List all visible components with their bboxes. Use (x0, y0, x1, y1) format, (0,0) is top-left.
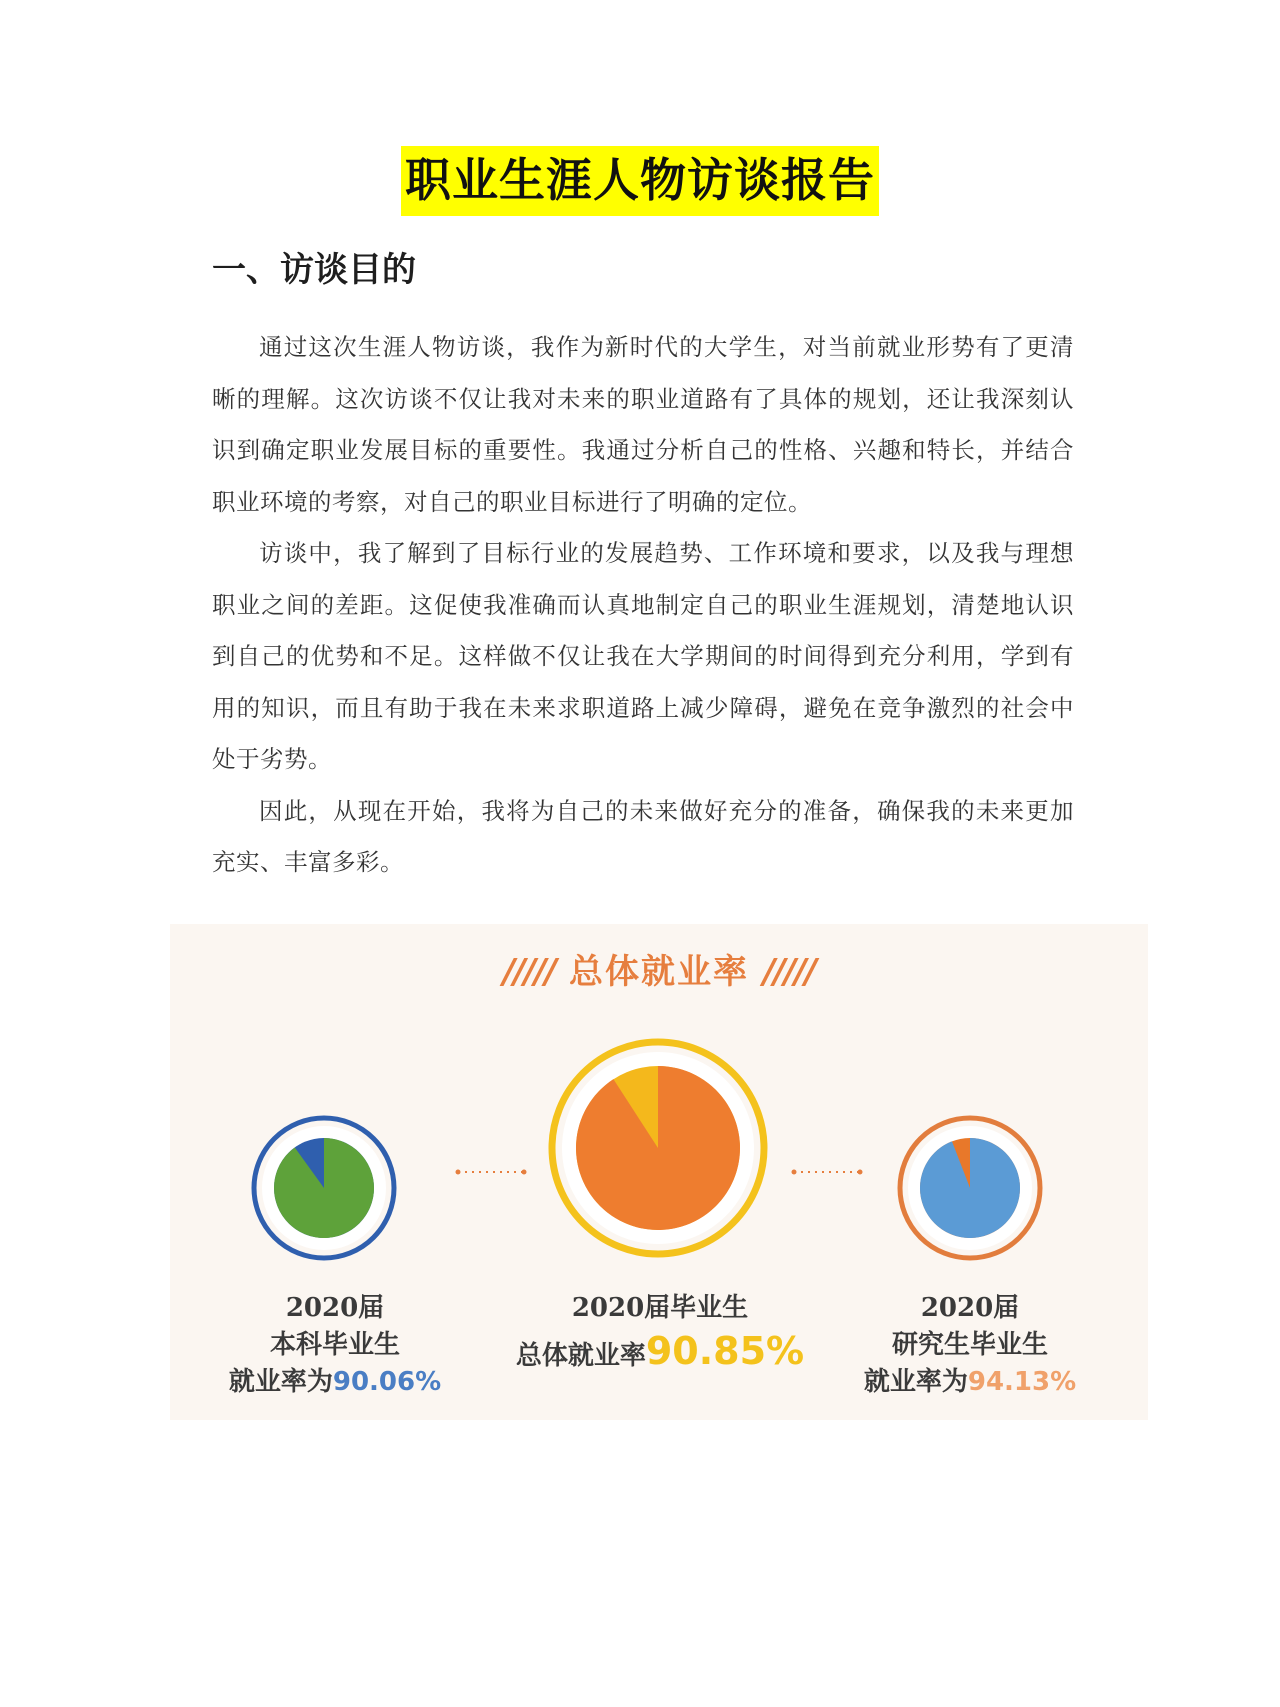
rate-prefix: 就业率为 (863, 1367, 968, 1397)
heading-decor-left: ///// (502, 952, 555, 992)
pie-chart-graduate (900, 1118, 1040, 1258)
rate-prefix: 总体就业率 (515, 1341, 646, 1371)
caption-line: 2020届 (920, 1293, 1020, 1323)
rate-value: 94.13% (967, 1367, 1077, 1397)
connector-dot (456, 1170, 461, 1175)
infographic-heading-text: 总体就业率 (569, 952, 749, 992)
connector-dot (792, 1170, 797, 1175)
employment-rate-infographic (170, 924, 1148, 1420)
caption-line: 研究生毕业生 (891, 1330, 1048, 1360)
paragraph-1: 通过这次生涯人物访谈，我作为新时代的大学生，对当前就业形势有了更清晰的理解。这次访谈不仅让我对未来的职业道路有了具体的规划，还让我深刻认识到确定职业发展目标的重要性。我通过分析自己的性格、兴趣和特长，并结合职业环境的考察，对自己的职业目标进行了明确的定位。 (212, 333, 1074, 516)
paragraph-3: 因此，从现在开始，我将为自己的未来做好充分的准备，确保我的未来更加充实、丰富多彩。 (212, 796, 1074, 876)
connector-dot (858, 1170, 863, 1175)
rate-value: 90.85% (645, 1329, 805, 1373)
rate-value: 90.06% (332, 1367, 442, 1397)
caption-graduate (830, 1290, 1110, 1401)
caption-line: 2020届 (285, 1293, 385, 1323)
caption-undergraduate (210, 1290, 460, 1401)
connector-dot (522, 1170, 527, 1175)
pie-chart-overall (552, 1042, 764, 1254)
heading-decor-right: ///// (763, 952, 816, 992)
pie-chart-undergraduate (254, 1118, 394, 1258)
body-text (212, 322, 1074, 889)
section-heading: 一、访谈目的 (212, 250, 416, 290)
caption-line: 2020届毕业生 (571, 1293, 749, 1323)
caption-line: 本科毕业生 (269, 1330, 400, 1360)
paragraph-2: 访谈中，我了解到了目标行业的发展趋势、工作环境和要求，以及我与理想职业之间的差距。这促使我准确而认真地制定自己的职业生涯规划，清楚地认识到自己的优势和不足。这样做不仅让我在大学期间的时间得到充分利用，学到有用的知识，而且有助于我在未来求职道路上减少障碍，避免在竞争激烈的社会中处于劣势。 (212, 539, 1074, 773)
document-title: 职业生涯人物访谈报告 (401, 146, 879, 216)
caption-overall (500, 1290, 820, 1375)
rate-prefix: 就业率为 (228, 1367, 333, 1397)
